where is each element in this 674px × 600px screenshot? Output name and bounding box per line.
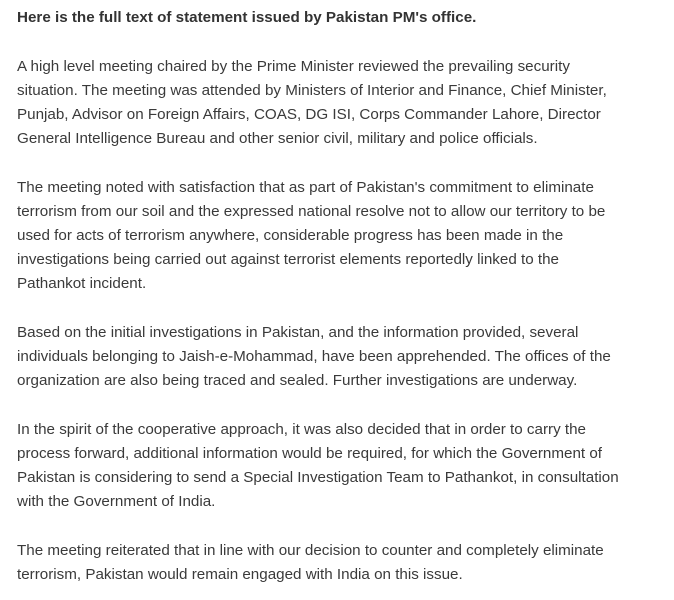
statement-heading: Here is the full text of statement issued by Pakistan PM's office. [17, 9, 477, 26]
text-line: situation. The meeting was attended by Ministers of Interior and Finance, Chief Minister, [17, 82, 607, 99]
text-line: The meeting reiterated that in line with our decision to counter and completely eliminate [17, 542, 604, 559]
paragraph-investigation-team [17, 418, 667, 514]
text-line: Punjab, Advisor on Foreign Affairs, COAS, DG ISI, Corps Commander Lahore, Director [17, 106, 601, 123]
text-line: General Intelligence Bureau and other senior civil, military and police officials. [17, 130, 538, 147]
article-body [17, 6, 667, 587]
text-line: used for acts of terrorism anywhere, considerable progress has been made in the [17, 227, 564, 244]
text-line: with the Government of India. [17, 493, 216, 510]
text-line: Pathankot incident. [17, 275, 147, 292]
paragraph-meeting-attendees [17, 55, 667, 151]
text-line: Based on the initial investigations in Pakistan, and the information provided, several [17, 324, 579, 341]
text-line: process forward, additional information would be required, for which the Government of [17, 445, 603, 462]
text-line: terrorism, Pakistan would remain engaged with India on this issue. [17, 566, 463, 583]
paragraph-engagement [17, 539, 667, 587]
text-line: Pakistan is considering to send a Special Investigation Team to Pathankot, in consultation [17, 469, 619, 486]
text-line: The meeting noted with satisfaction that as part of Pakistan's commitment to eliminate [17, 179, 594, 196]
text-line: individuals belonging to Jaish-e-Mohammad, have been apprehended. The offices of the [17, 348, 611, 365]
text-line: terrorism from our soil and the expressed national resolve not to allow our territory to be [17, 203, 606, 220]
text-line: In the spirit of the cooperative approach, it was also decided that in order to carry the [17, 421, 587, 438]
text-line: A high level meeting chaired by the Prime Minister reviewed the prevailing security [17, 58, 570, 75]
paragraph-investigation-progress [17, 176, 667, 296]
text-line: organization are also being traced and sealed. Further investigations are underway. [17, 372, 578, 389]
paragraph-apprehensions [17, 321, 667, 393]
text-line: investigations being carried out against terrorist elements reportedly linked to the [17, 251, 559, 268]
